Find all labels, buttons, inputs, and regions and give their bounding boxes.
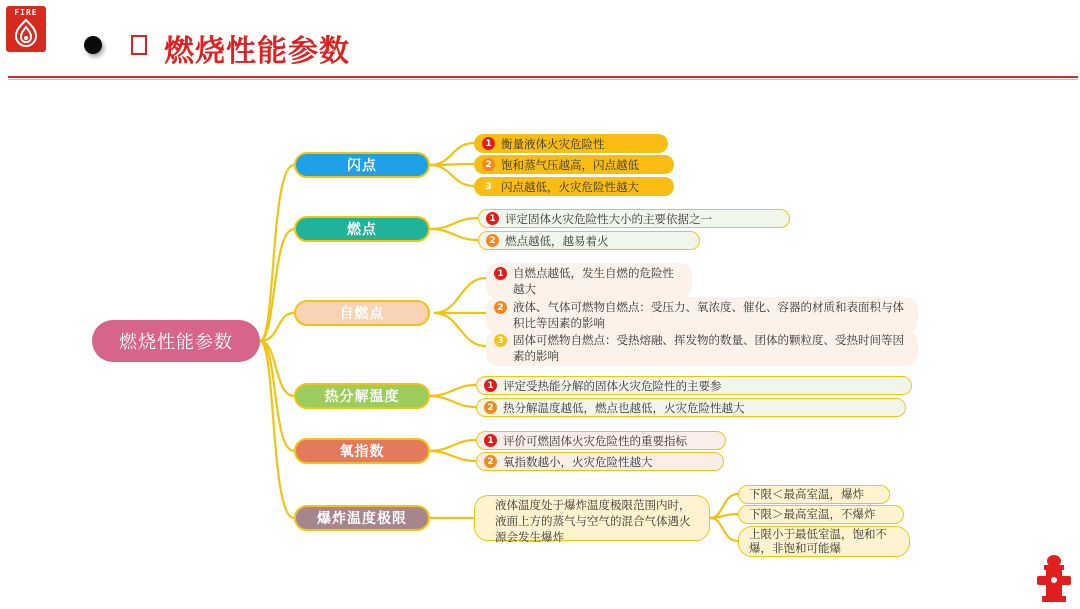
leaf-text: 评价可燃固体火灾危险性的重要指标 (503, 433, 687, 448)
leaf-text: 自燃点越低，发生自燃的危险性越大 (513, 266, 674, 296)
oxygen-index-item-2 (476, 452, 724, 471)
leaf-text: 衡量液体火灾危险性 (501, 136, 605, 151)
explosion-description: 液体温度处于爆炸温度极限范围内时，液面上方的蒸气与空气的混合气体遇火源会发生爆炸 (474, 495, 710, 541)
leaf-text: 液体、气体可燃物自燃点：受压力、氧浓度、催化、容器的材质和表面积与体积比等因素的影响 (513, 300, 904, 330)
connector-root-oxygen (260, 341, 294, 451)
flash-point-item-3 (474, 177, 674, 196)
number-2-icon: 2 (484, 401, 497, 414)
mindmap-root: 燃烧性能参数 (92, 320, 260, 362)
oxygen-index-item-1 (476, 431, 726, 450)
number-2-icon: 2 (486, 234, 499, 247)
fire-hydrant-icon (1034, 554, 1074, 604)
number-2-icon: 2 (484, 455, 497, 468)
leaf-text: 评定受热能分解的固体火灾危险性的主要参 (503, 378, 722, 393)
branch-explosion-temperature-limit: 爆炸温度极限 (294, 505, 430, 531)
page-title: 燃烧性能参数 (164, 34, 350, 69)
decomposition-item-2 (476, 398, 906, 417)
number-1-icon: 1 (482, 137, 495, 150)
number-1-icon: 1 (486, 212, 499, 225)
explosion-condition-1: 下限＜最高室温，爆炸 (738, 485, 890, 504)
number-3-icon: 3 (494, 334, 507, 347)
number-2-icon: 2 (494, 301, 507, 314)
number-3-icon: 3 (482, 180, 495, 193)
leaf-text: 热分解温度越低，燃点也越低，火灾危险性越大 (503, 400, 745, 415)
leaf-text: 氧指数越小，火灾危险性越大 (503, 454, 653, 469)
logo-text: FIRE (14, 8, 38, 17)
flash-point-item-1 (474, 134, 668, 153)
leaf-text: 评定固体火灾危险性大小的主要依据之一 (505, 211, 712, 226)
fire-point-item-1 (478, 209, 790, 228)
leaf-text: 饱和蒸气压越高，闪点越低 (501, 157, 639, 172)
explosion-condition-2: 下限＞最高室温，不爆炸 (738, 505, 904, 524)
autoignition-item-1 (486, 263, 692, 299)
autoignition-item-2 (486, 297, 918, 333)
branch-flash-point: 闪点 (294, 152, 430, 178)
number-1-icon: 1 (484, 434, 497, 447)
leaf-text: 闪点越低，火灾危险性越大 (501, 179, 639, 194)
leaf-text: 固体可燃物自燃点：受热熔融、挥发物的数量、团体的颗粒度、受热时间等因素的影响 (513, 333, 904, 363)
autoignition-item-3 (486, 330, 918, 366)
number-1-icon: 1 (484, 379, 497, 392)
decomposition-item-1 (476, 376, 912, 395)
number-1-icon: 1 (494, 267, 507, 280)
fire-point-item-2 (478, 231, 700, 250)
flash-point-item-2 (474, 155, 674, 174)
branch-oxygen-index: 氧指数 (294, 438, 430, 464)
branch-autoignition-point: 自燃点 (294, 300, 430, 326)
number-2-icon: 2 (482, 158, 495, 171)
explosion-condition-3: 上限小于最低室温，饱和不爆，非饱和可能爆 (738, 526, 910, 557)
leaf-text: 燃点越低，越易着火 (505, 233, 609, 248)
branch-thermal-decomposition: 热分解温度 (294, 383, 430, 409)
connector-root-fire (260, 229, 294, 341)
branch-fire-point: 燃点 (294, 216, 430, 242)
